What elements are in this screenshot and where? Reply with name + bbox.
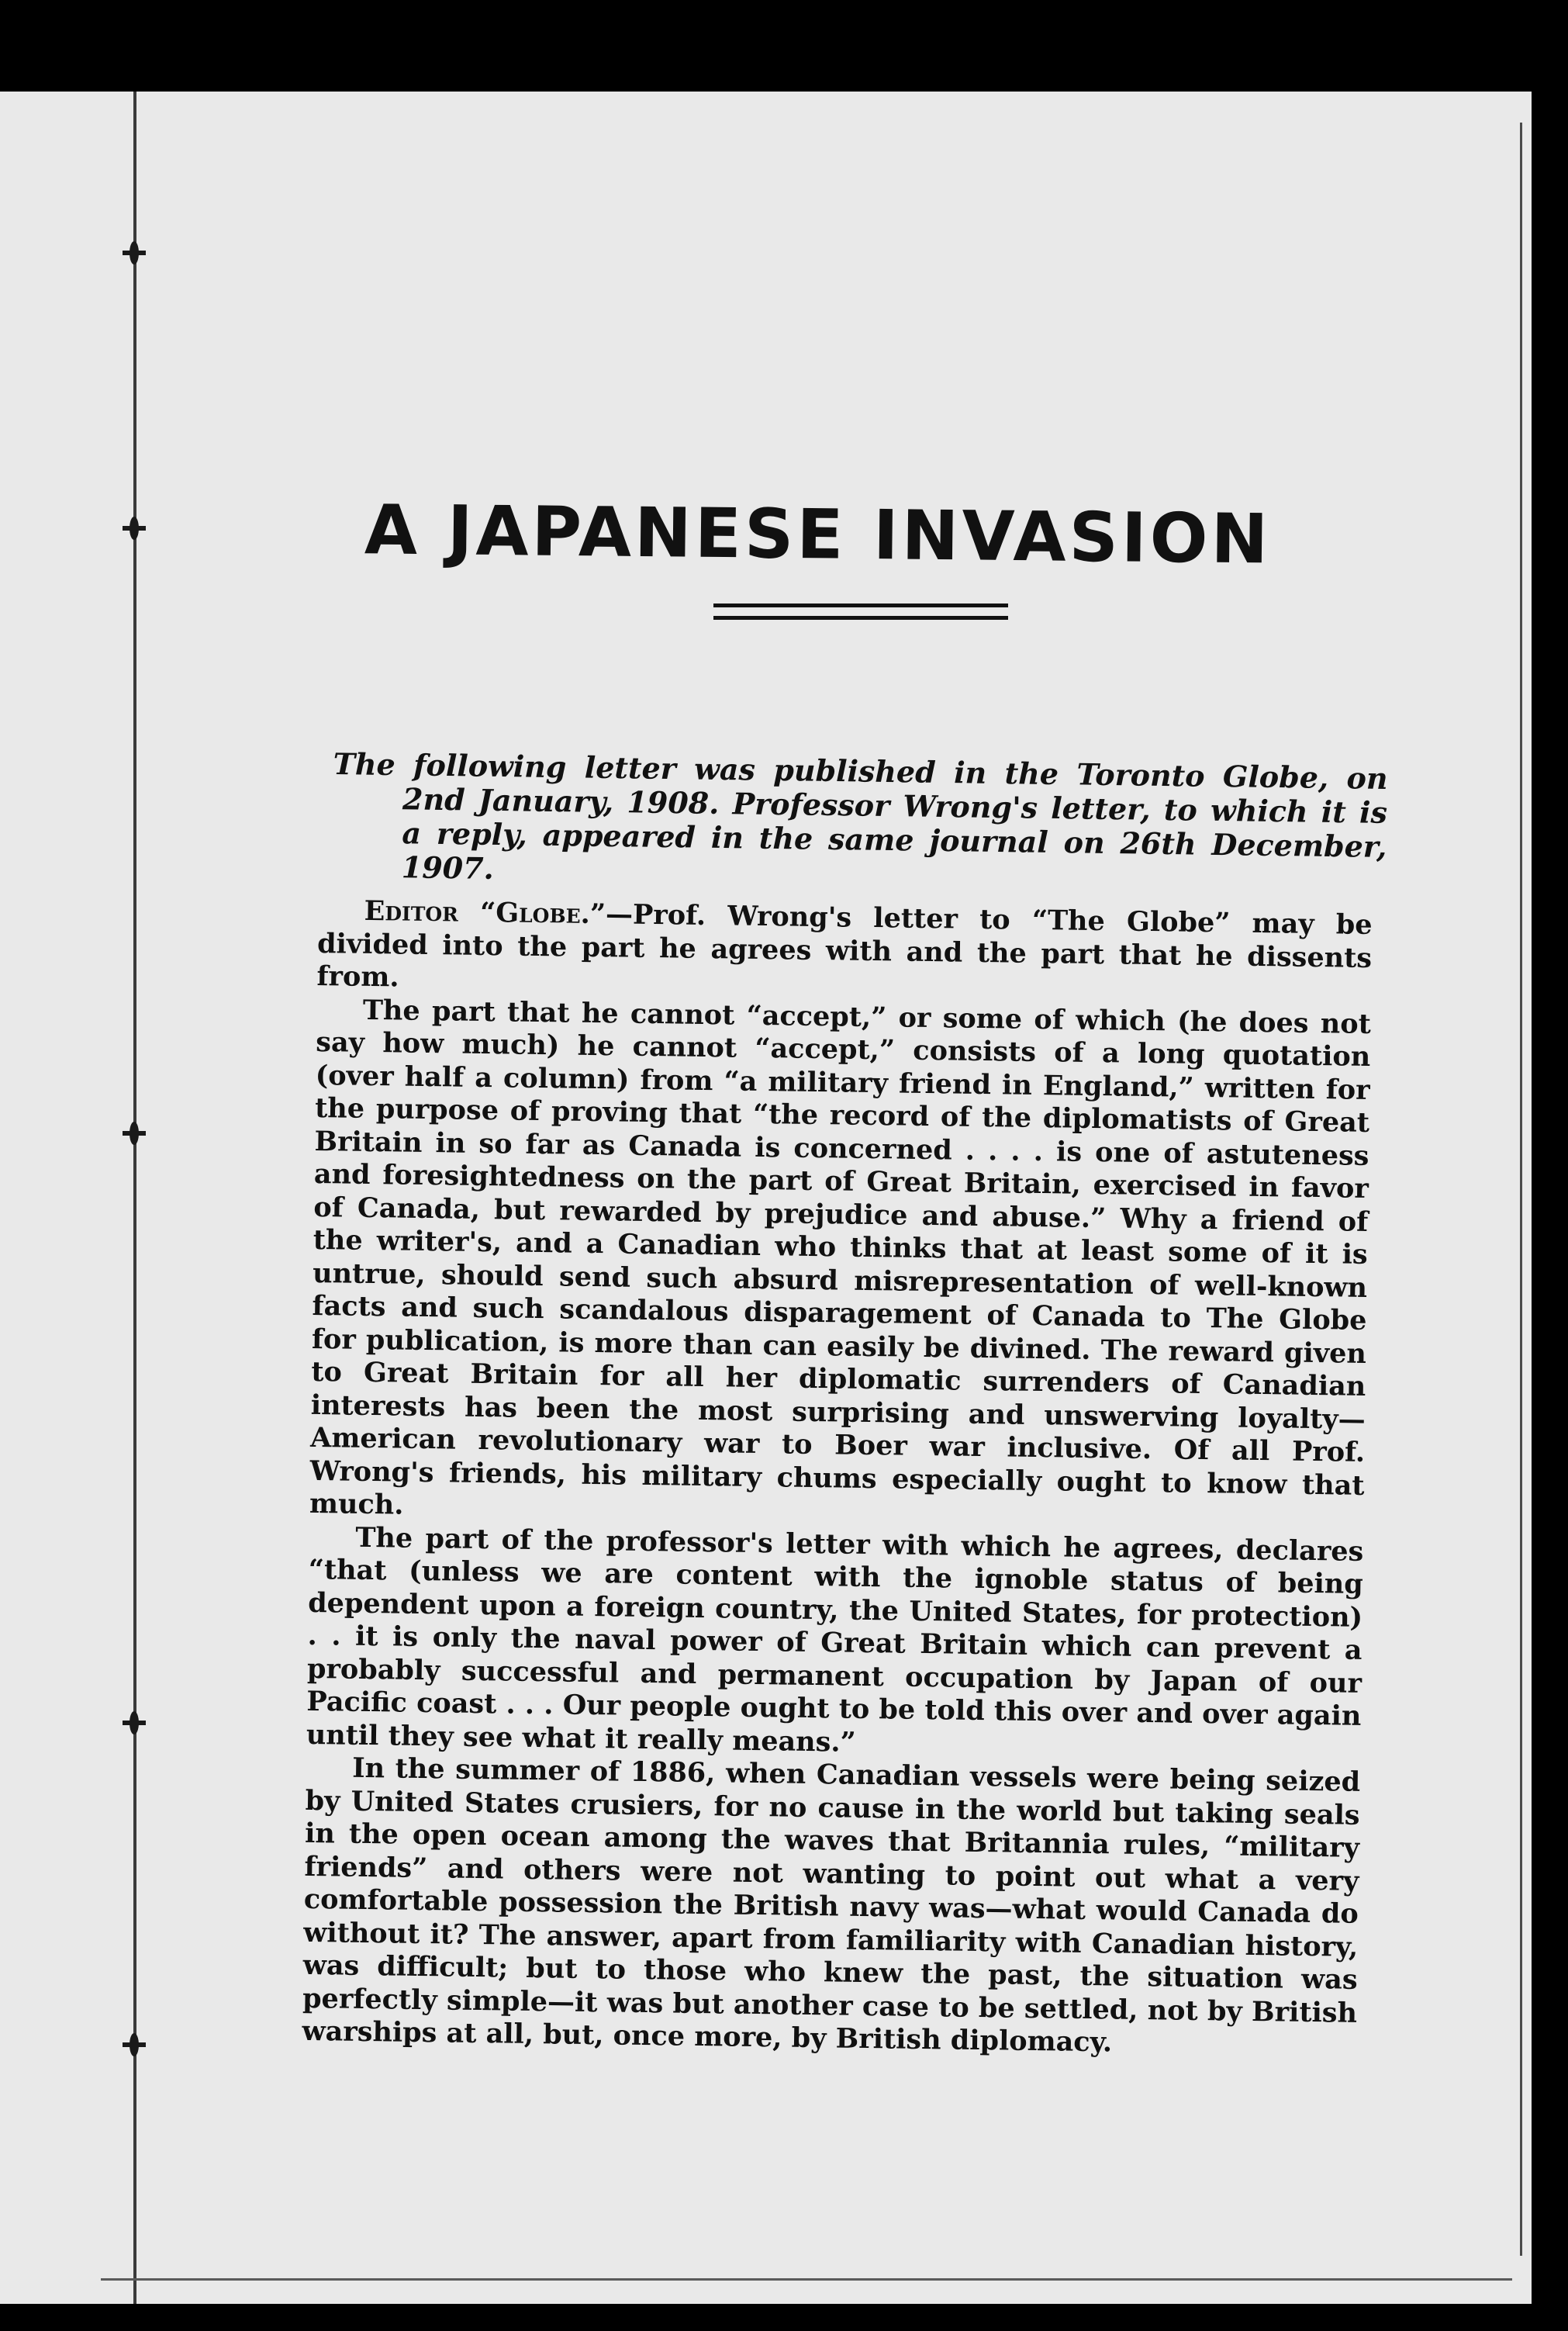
- page-edge: [1520, 123, 1522, 2256]
- paragraph-text: In the summer of 1886, when Canadian vessels were being seized by United States crusiers, for no cause in the world but taking seals in the open ocean among the waves that Britannia rules, “military friends” and others were not wanting to point out what a very comfortable possession the British navy was—what would Canada do without it? The answer, apart from familiarity with Canadian history, was difficult; but to those who knew the past, the situation was perfectly simple—it was but another case to be settled, not by British warships at all, but, once more, by British diplomacy.: [302, 1752, 1361, 2059]
- paragraph: [306, 1520, 1364, 1766]
- paragraph: [309, 993, 1371, 1535]
- page-title: A JAPANESE INVASION: [364, 489, 1272, 579]
- salutation: Editor “Globe.”: [364, 894, 606, 931]
- paragraph-text: —Prof. Wrong's letter to “The Globe” may be divided into the part he agrees with and the part that he dissents from.: [316, 898, 1373, 994]
- intro-text: The following letter was published in the Toronto Globe, on 2nd January, 1908. Professor Wrong's letter, to which it is a reply, appeared in the same journal on 26th December, 1907.: [333, 746, 1388, 886]
- intro-note: [332, 747, 1388, 898]
- letter-body: [302, 894, 1373, 2063]
- paragraph: [316, 894, 1373, 1008]
- binding-line: [133, 92, 136, 2304]
- title-rule: [713, 616, 1008, 620]
- paragraph-text: The part of the professor's letter with which he agrees, declares “that (unless we are content with the ignoble status of being dependent upon a foreign country, the United States, for protection) . . it is only the naval power of Great Britain which can prevent a probably successful and permanent occupation by Japan of our Pacific coast . . . Our people ought to be told this over and over again until they see what it really means.”: [306, 1521, 1364, 1759]
- title-rule: [713, 604, 1008, 607]
- document-page: [0, 92, 1532, 2304]
- binding-mark: [123, 1131, 146, 1136]
- binding-mark: [123, 526, 146, 531]
- paragraph-text: The part that he cannot “accept,” or some of which (he does not say how much) he cannot “accept,” consists of a long quotation (over half a column) from “a military friend in England,” written for the purpose of proving that “the record of the diplomatists of Great Britain in so far as Canada is concerned . . . . is one of astuteness and foresightedness on the part of Great Britain, exercised in favor of Canada, but rewarded by prejudice and abuse.” Why a friend of the writer's, and a Canadian who thinks that at least some of it is untrue, should send such absurd misrepresentation of well-known facts and such scandalous disparagement of Canada to The Globe for publication, is more than can easily be divined. The reward given to Great Britain for all her diplomatic surrenders of Canadian interests has been the most surprising and unswerving loyalty—American revolutionary war to Boer war inclusive. Of all Prof. Wrong's friends, his military chums especially ought to know that much.: [309, 994, 1372, 1521]
- binding-mark: [123, 2042, 146, 2047]
- binding-mark: [123, 1721, 146, 1725]
- binding-mark: [123, 251, 146, 255]
- paragraph: [302, 1752, 1360, 2063]
- page-edge: [101, 2278, 1512, 2281]
